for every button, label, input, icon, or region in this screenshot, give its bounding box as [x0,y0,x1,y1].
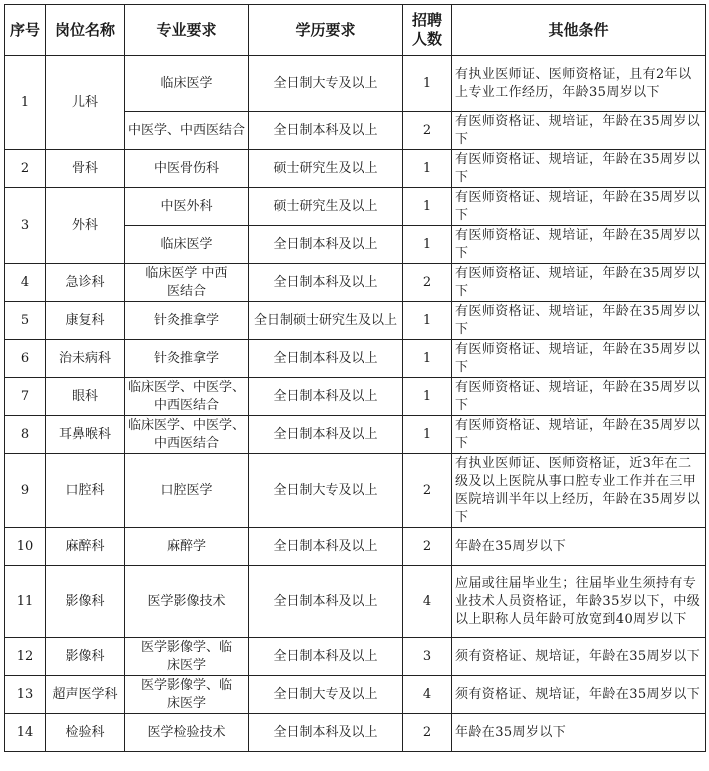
table-row [5,528,706,566]
row-count: 1 [403,150,452,188]
row-major: 医学检验技术 [125,714,249,752]
row-education: 全日制本科及以上 [249,112,403,150]
row-education: 全日制本科及以上 [249,340,403,378]
table-row [5,454,706,528]
row-seq: 9 [5,454,46,528]
row-seq: 6 [5,340,46,378]
header-count: 招聘人数 [403,5,452,56]
row-other: 须有资格证、规培证，年龄在35周岁以下 [452,676,706,714]
row-seq: 14 [5,714,46,752]
table-row [5,566,706,638]
row-count: 2 [403,528,452,566]
row-education: 全日制硕士研究生及以上 [249,302,403,340]
row-education: 全日制大专及以上 [249,676,403,714]
row-position: 耳鼻喉科 [46,416,125,454]
row-major: 医学影像技术 [125,566,249,638]
row-position: 检验科 [46,714,125,752]
row-major: 中医外科 [125,188,249,226]
row-seq: 12 [5,638,46,676]
row-other: 有医师资格证、规培证，年龄在35周岁以下 [452,340,706,378]
row-other: 有医师资格证、规培证，年龄在35周岁以下 [452,188,706,226]
row-position: 影像科 [46,638,125,676]
table-row [5,676,706,714]
row-major: 临床医学 [125,56,249,112]
row-other: 年龄在35周岁以下 [452,714,706,752]
row-major: 口腔医学 [125,454,249,528]
row-count: 1 [403,378,452,416]
row-major: 临床医学、中医学、中西医结合 [125,416,249,454]
row-count: 2 [403,714,452,752]
row-other: 有医师资格证、规培证，年龄在35周岁以下 [452,378,706,416]
table-row [5,56,706,112]
row-position: 康复科 [46,302,125,340]
row-other: 有医师资格证、规培证，年龄在35周岁以下 [452,226,706,264]
recruitment-table [4,4,706,752]
row-seq: 8 [5,416,46,454]
row-position: 外科 [46,188,125,264]
row-seq: 13 [5,676,46,714]
row-major: 针灸推拿学 [125,302,249,340]
row-major: 针灸推拿学 [125,340,249,378]
row-count: 4 [403,676,452,714]
header-other: 其他条件 [452,5,706,56]
table-row [5,264,706,302]
row-count: 1 [403,416,452,454]
row-major: 中医学、中西医结合 [125,112,249,150]
row-other: 有执业医师证、医师资格证，且有2年以上专业工作经历，年龄35周岁以下 [452,56,706,112]
row-education: 全日制本科及以上 [249,378,403,416]
table-row [5,340,706,378]
row-position: 急诊科 [46,264,125,302]
row-seq: 1 [5,56,46,150]
row-major: 临床医学 中西医结合 [125,264,249,302]
row-education: 全日制本科及以上 [249,566,403,638]
header-major: 专业要求 [125,5,249,56]
row-position: 影像科 [46,566,125,638]
table-row [5,714,706,752]
row-seq: 3 [5,188,46,264]
row-position: 骨科 [46,150,125,188]
row-other: 有执业医师证、医师资格证，近3年在二级及以上医院从事口腔专业工作并在三甲医院培训半年以上经历，年龄在35周岁以下 [452,454,706,528]
header-education: 学历要求 [249,5,403,56]
row-seq: 4 [5,264,46,302]
table-row [5,638,706,676]
row-education: 全日制本科及以上 [249,226,403,264]
row-count: 1 [403,302,452,340]
row-position: 治未病科 [46,340,125,378]
row-education: 硕士研究生及以上 [249,188,403,226]
row-count: 2 [403,454,452,528]
table-row [5,150,706,188]
row-major: 临床医学、中医学、中西医结合 [125,378,249,416]
row-other: 年龄在35周岁以下 [452,528,706,566]
row-position: 麻醉科 [46,528,125,566]
row-seq: 10 [5,528,46,566]
row-major: 医学影像学、临床医学 [125,676,249,714]
row-major: 临床医学 [125,226,249,264]
table-row [5,302,706,340]
row-count: 3 [403,638,452,676]
row-other: 有医师资格证、规培证，年龄在35周岁以下 [452,302,706,340]
row-count: 1 [403,56,452,112]
table-row [5,188,706,226]
row-education: 全日制本科及以上 [249,638,403,676]
row-seq: 5 [5,302,46,340]
row-position: 口腔科 [46,454,125,528]
row-seq: 2 [5,150,46,188]
header-seq: 序号 [5,5,46,56]
table-row [5,416,706,454]
row-position: 超声医学科 [46,676,125,714]
row-count: 2 [403,112,452,150]
row-count: 4 [403,566,452,638]
row-major: 中医骨伤科 [125,150,249,188]
row-other: 须有资格证、规培证，年龄在35周岁以下 [452,638,706,676]
row-education: 全日制本科及以上 [249,528,403,566]
row-count: 1 [403,340,452,378]
row-other: 有医师资格证、规培证，年龄在35周岁以下 [452,264,706,302]
row-position: 眼科 [46,378,125,416]
row-other: 有医师资格证、规培证，年龄在35周岁以下 [452,416,706,454]
row-other: 应届或往届毕业生；往届毕业生须持有专业技术人员资格证，年龄35岁以下，中级以上职称人员年龄可放宽到40周岁以下 [452,566,706,638]
row-other: 有医师资格证、规培证，年龄在35周岁以下 [452,150,706,188]
row-other: 有医师资格证、规培证，年龄在35周岁以下 [452,112,706,150]
row-count: 2 [403,264,452,302]
row-education: 全日制大专及以上 [249,454,403,528]
row-education: 全日制本科及以上 [249,264,403,302]
row-education: 全日制大专及以上 [249,56,403,112]
row-seq: 11 [5,566,46,638]
header-position: 岗位名称 [46,5,125,56]
header-row [5,5,706,56]
row-major: 医学影像学、临床医学 [125,638,249,676]
table-row [5,378,706,416]
row-count: 1 [403,226,452,264]
row-major: 麻醉学 [125,528,249,566]
row-position: 儿科 [46,56,125,150]
row-education: 全日制本科及以上 [249,714,403,752]
row-seq: 7 [5,378,46,416]
row-education: 硕士研究生及以上 [249,150,403,188]
row-count: 1 [403,188,452,226]
row-education: 全日制本科及以上 [249,416,403,454]
